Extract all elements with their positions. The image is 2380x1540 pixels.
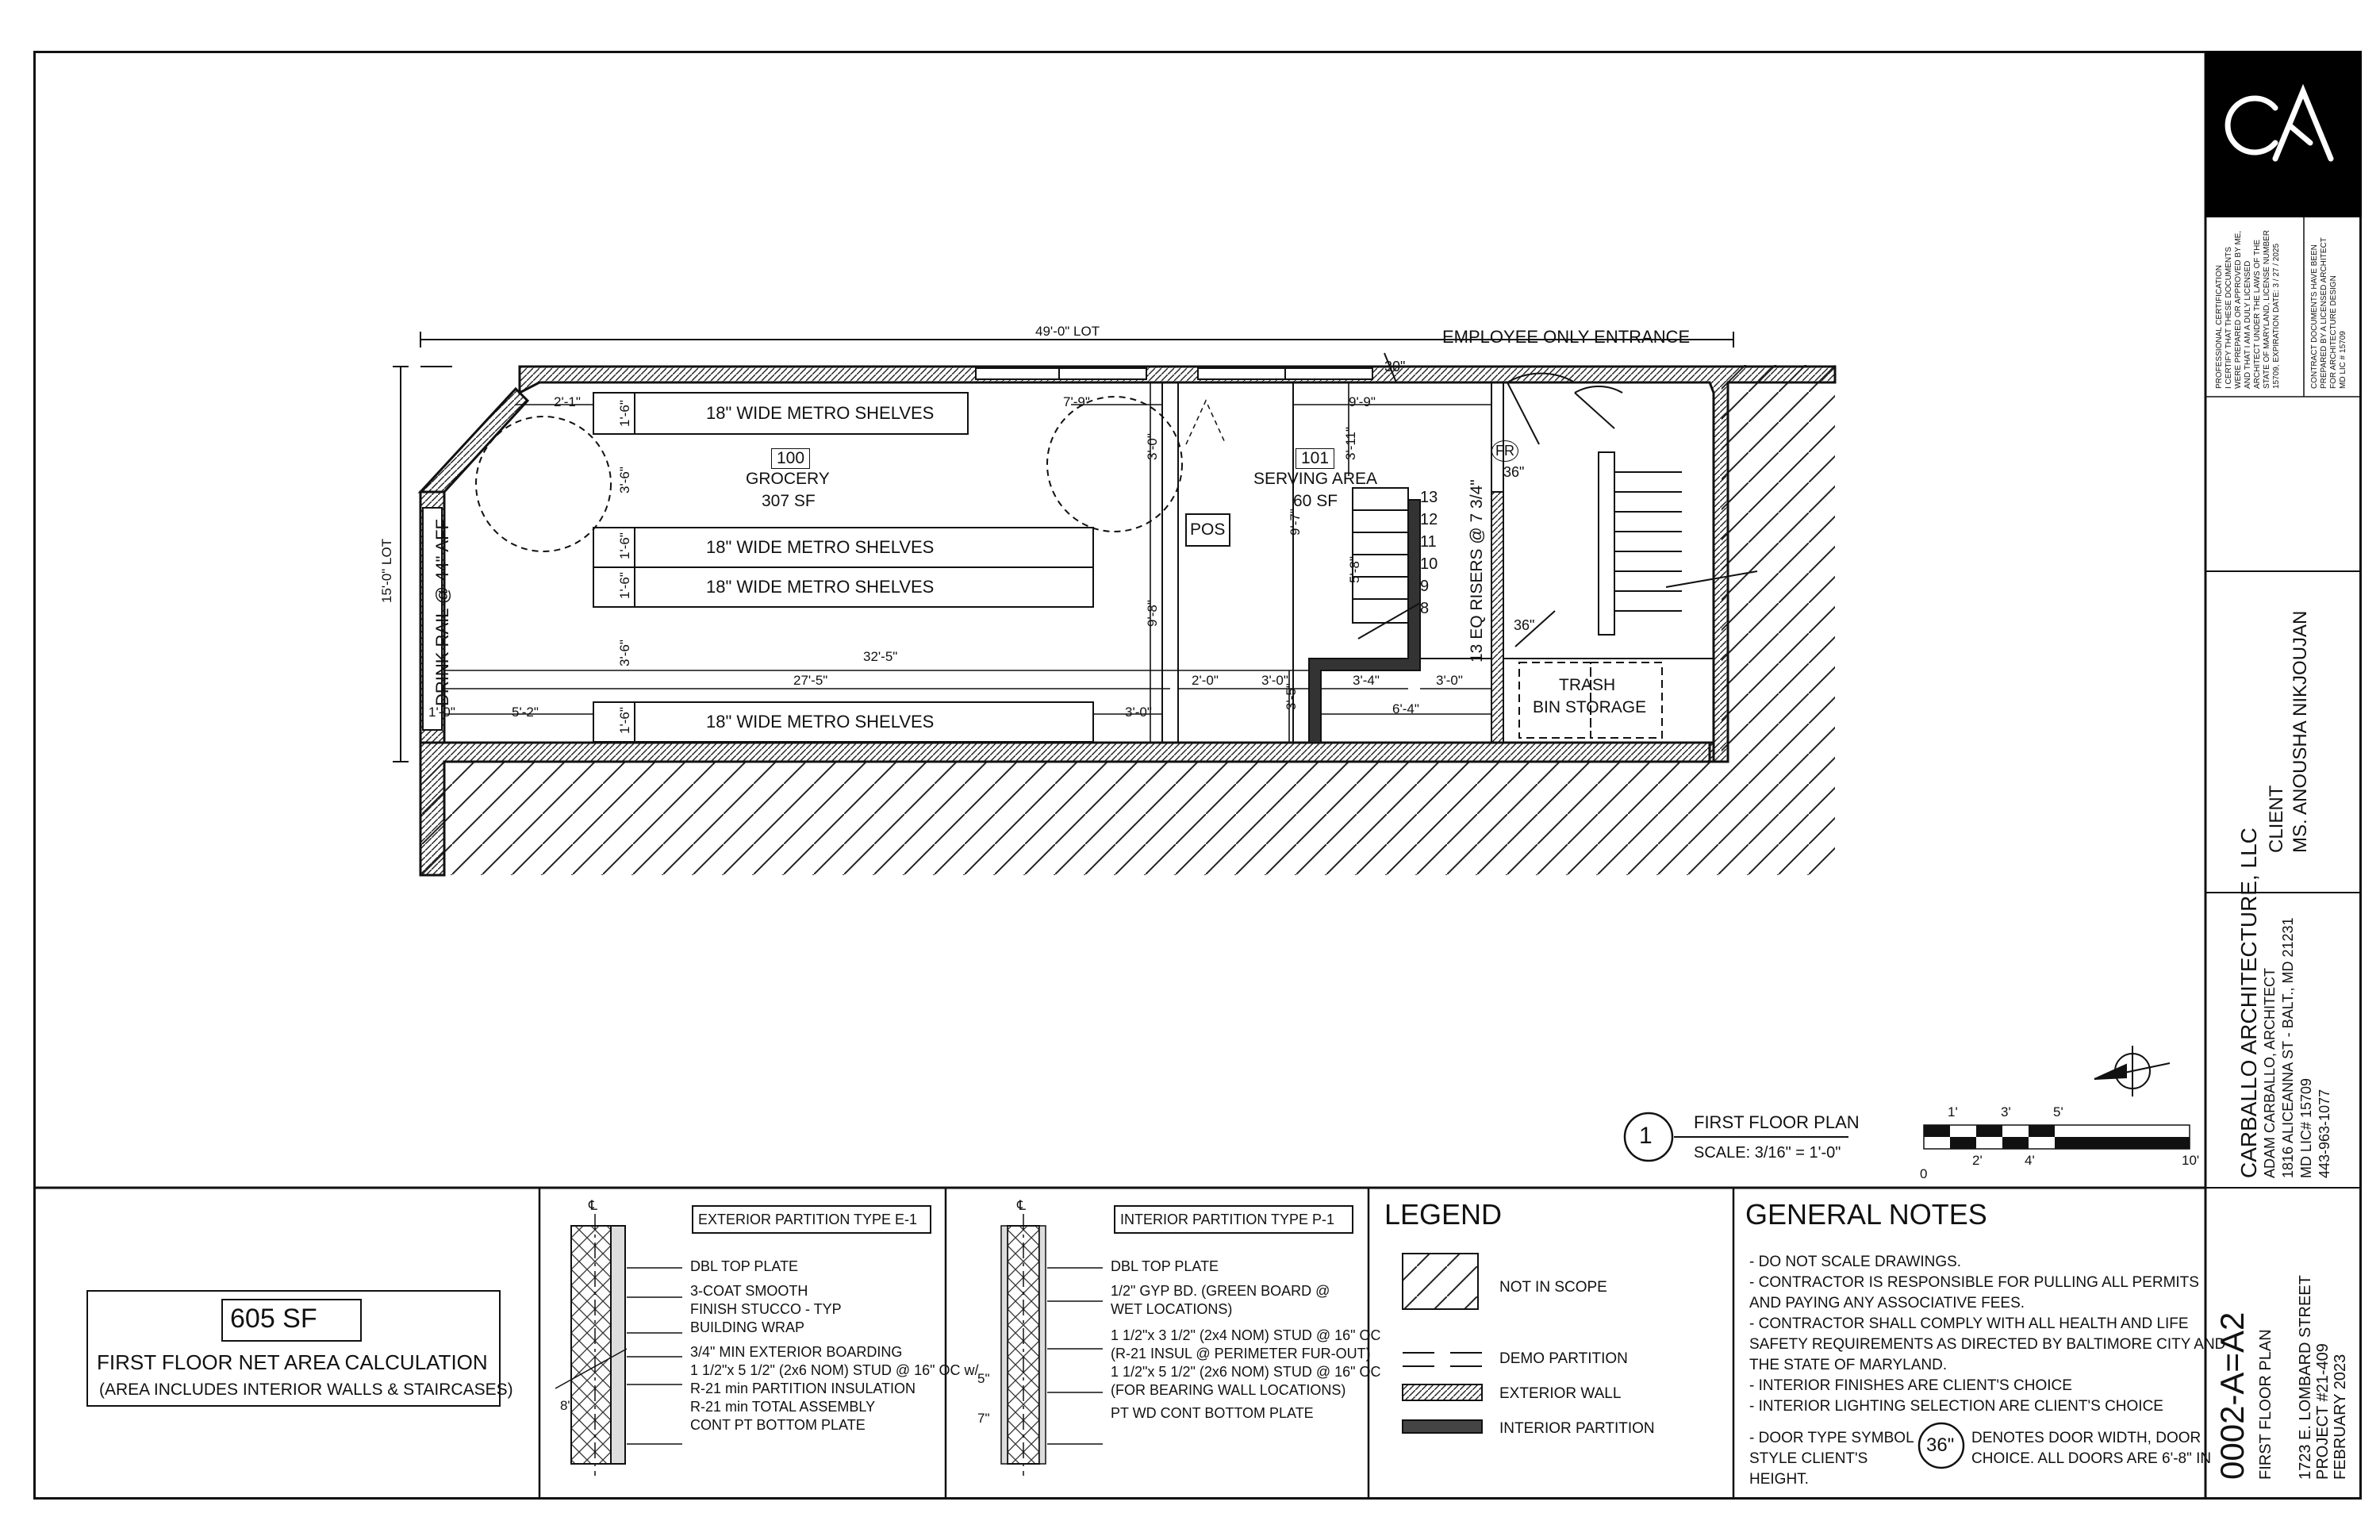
scale-mark: 10' [2182, 1153, 2200, 1168]
note-line: 1 1/2"x 5 1/2" (2x6 NOM) STUD @ 16" OC w/ [690, 1362, 979, 1378]
legend-item: NOT IN SCOPE [1499, 1279, 1607, 1296]
dimension: 32'-5" [863, 649, 898, 664]
room-area-serving: 60 SF [1293, 492, 1338, 510]
door-size-tag: 36" [1514, 617, 1535, 633]
dimension: 5'-8" [1347, 556, 1362, 583]
fr-tag: FR [1491, 440, 1518, 462]
stair-number: 10 [1420, 555, 1438, 573]
lot-width-dim: 49'-0" LOT [1035, 324, 1100, 339]
partition-p1-title: INTERIOR PARTITION TYPE P-1 [1120, 1212, 1335, 1227]
cert-line: CONTRACT DOCUMENTS HAVE BEEN [2310, 244, 2319, 389]
legend-item: EXTERIOR WALL [1499, 1385, 1622, 1402]
dimension: 3'-0" [1145, 433, 1160, 460]
note-line: - INTERIOR FINISHES ARE CLIENT'S CHOICE [1749, 1377, 2072, 1394]
partition-e1-title: EXTERIOR PARTITION TYPE E-1 [698, 1212, 918, 1227]
dimension: 7'-9" [1063, 394, 1090, 409]
plan-scale: SCALE: 3/16" = 1'-0" [1694, 1144, 1841, 1162]
cert-line: 15709, EXPIRATION DATE: 3 / 27 / 2025 [2272, 243, 2281, 389]
scale-mark: 2' [1972, 1153, 1983, 1168]
note-line: - DO NOT SCALE DRAWINGS. [1749, 1254, 1962, 1270]
note-line: 1 1/2"x 5 1/2" (2x6 NOM) STUD @ 16" OC [1111, 1364, 1381, 1380]
scale-mark: 5' [2053, 1104, 2063, 1119]
dimension: 1'-6" [617, 707, 632, 734]
trash-label: TRASH [1559, 676, 1616, 694]
contract-statement [2310, 237, 2348, 389]
cert-line: MD LIC # 15709 [2339, 331, 2347, 389]
dimension: 3'-0" [1261, 673, 1288, 688]
note-line: 3-COAT SMOOTH [690, 1283, 808, 1299]
project-info [2297, 1275, 2349, 1480]
dimension: 5'-2" [512, 705, 539, 720]
note-line: AND PAYING ANY ASSOCIATIVE FEES. [1749, 1295, 2025, 1311]
note-line: 1 1/2"x 3 1/2" (2x4 NOM) STUD @ 16" OC [1111, 1327, 1381, 1343]
room-number-grocery: 100 [771, 448, 810, 469]
note-line: CONT PT BOTTOM PLATE [690, 1417, 866, 1433]
shelf-label: 18" WIDE METRO SHELVES [706, 403, 935, 423]
project-date: FEBRUARY 2023 [2332, 1354, 2349, 1480]
dimension: 5" [977, 1371, 990, 1386]
cert-line: ARCHITECT UNDER THE LAWS OF THE [2253, 240, 2262, 389]
dimension: 27'-5" [793, 673, 828, 688]
firm-line: ADAM CARBALLO, ARCHITECT [2262, 967, 2278, 1178]
door-size-tag: 36" [1503, 464, 1525, 480]
dimension: 1'-6" [617, 572, 632, 599]
north-arrow-icon [2094, 1046, 2170, 1096]
partition-e1-notes [690, 1258, 979, 1434]
lot-depth-dim: 15'-0" LOT [379, 538, 394, 603]
legend-title: LEGEND [1384, 1198, 1503, 1231]
project-number: PROJECT #21-409 [2314, 1343, 2332, 1480]
room-area-grocery: 307 SF [762, 492, 816, 510]
scale-mark: 0 [1920, 1166, 1928, 1181]
note-line: 1/2" GYP BD. (GREEN BOARD @ [1111, 1283, 1330, 1299]
note-line: 3/4" MIN EXTERIOR BOARDING [690, 1344, 903, 1360]
door-note-right [1971, 1428, 2211, 1469]
cert-line: PROFESSIONAL CERTIFICATION [2215, 265, 2224, 389]
room-number-serving: 101 [1296, 448, 1334, 469]
legend-symbols [1403, 1254, 1482, 1433]
note-line: - CONTRACTOR SHALL COMPLY WITH ALL HEALTH AND LIFE [1749, 1315, 2189, 1332]
note-line: PT WD CONT BOTTOM PLATE [1111, 1405, 1314, 1421]
legend-item: INTERIOR PARTITION [1499, 1420, 1655, 1437]
dimension: 3'-11" [1343, 426, 1358, 460]
door-size-tag: 30" [1384, 359, 1406, 374]
note-line: STYLE CLIENT'S [1749, 1450, 1868, 1467]
client-label: CLIENT [2266, 785, 2287, 853]
cert-line: I CERTIFY THAT THESE DOCUMENTS [2225, 247, 2233, 389]
scale-mark: 1' [1948, 1104, 1958, 1119]
dimension: 9'-9" [1349, 394, 1376, 409]
dimension: 3'-4" [1353, 673, 1380, 688]
dimension: 3'-6" [617, 467, 632, 493]
partition-p1-notes [1111, 1258, 1381, 1423]
note-line: (FOR BEARING WALL LOCATIONS) [1111, 1382, 1346, 1398]
plan-number: 1 [1639, 1123, 1653, 1149]
area-title: FIRST FLOOR NET AREA CALCULATION [97, 1350, 488, 1374]
note-line: R-21 min PARTITION INSULATION [690, 1381, 916, 1396]
client-name: MS. ANOUSHA NIKJOUJAN [2290, 610, 2311, 853]
dimension: 2'-0" [1192, 673, 1219, 688]
dimension: 1'-6" [617, 400, 632, 427]
note-line: - DOOR TYPE SYMBOL [1749, 1430, 1914, 1446]
note-line: DBL TOP PLATE [690, 1258, 799, 1274]
note-line: FINISH STUCCO - TYP [690, 1301, 842, 1317]
centerline-symbol: ℄ [589, 1198, 597, 1213]
graphic-scale-bar [1924, 1125, 2190, 1149]
drink-rail-label: DRINK RAIL @ 44" AFF [432, 519, 452, 706]
note-line: (R-21 INSUL @ PERIMETER FUR-OUT) [1111, 1346, 1371, 1361]
dimension: 1'-0" [428, 705, 455, 720]
stair-number: 11 [1420, 533, 1437, 551]
dimension: 9'-7" [1288, 509, 1303, 536]
partition-detail-p1 [1001, 1214, 1103, 1476]
sheet-name: FIRST FLOOR PLAN [2257, 1329, 2274, 1480]
professional-certification [2215, 230, 2282, 389]
dimension: 3'-0" [1125, 705, 1152, 720]
trash-label-2: BIN STORAGE [1533, 698, 1647, 716]
dimension: 1'-6" [617, 532, 632, 559]
cert-line: AND THAT I AM A DULY LICENSED [2244, 260, 2252, 389]
dimension: 8" [560, 1398, 573, 1413]
dimension: 2'-1" [554, 394, 581, 409]
dimension: 3'-0" [1436, 673, 1463, 688]
note-line: R-21 min TOTAL ASSEMBLY [690, 1399, 876, 1415]
partition-detail-e1 [555, 1214, 682, 1476]
dimension: 9'-8" [1145, 600, 1160, 627]
scale-mark: 4' [2025, 1153, 2035, 1168]
note-line: SAFETY REQUIREMENTS AS DIRECTED BY BALTIMORE CITY AND [1749, 1336, 2226, 1353]
note-line: - CONTRACTOR IS RESPONSIBLE FOR PULLING ALL PERMITS [1749, 1274, 2199, 1291]
dimension: 7" [977, 1411, 990, 1426]
area-value: 605 SF [230, 1304, 317, 1334]
dimension: 6'-4" [1392, 701, 1419, 716]
area-subtitle: (AREA INCLUDES INTERIOR WALLS & STAIRCASES) [99, 1381, 513, 1399]
plan-title: FIRST FLOOR PLAN [1694, 1112, 1860, 1132]
firm-name: CARBALLO ARCHITECTURE, LLC [2236, 828, 2261, 1178]
note-line: - INTERIOR LIGHTING SELECTION ARE CLIENT'S CHOICE [1749, 1398, 2163, 1415]
stair-risers-label: 13 EQ RISERS @ 7 3/4" [1468, 479, 1486, 662]
cert-line: PREPARED BY A LICENSED ARCHITECT [2320, 237, 2328, 389]
firm-block [2237, 828, 2334, 1178]
project-address: 1723 E. LOMBARD STREET [2297, 1275, 2314, 1480]
stair-number: 13 [1420, 489, 1438, 506]
note-line: DBL TOP PLATE [1111, 1258, 1219, 1274]
door-note [1749, 1428, 1914, 1490]
centerline-symbol: ℄ [1017, 1198, 1026, 1213]
stair-number: 8 [1420, 600, 1430, 617]
firm-line: MD LIC# 15709 [2298, 1077, 2314, 1178]
shelf-label: 18" WIDE METRO SHELVES [706, 712, 935, 732]
room-name-serving: SERVING AREA [1253, 470, 1378, 488]
cert-line: STATE OF MARYLAND, LICENSE NUMBER [2263, 229, 2271, 389]
stair-number: 12 [1420, 511, 1438, 528]
firm-line: 443-963-1077 [2317, 1089, 2332, 1178]
pos-label: POS [1190, 520, 1226, 539]
stair-number: 9 [1420, 578, 1430, 595]
dimension: 3'-5" [1284, 683, 1299, 710]
shelf-label: 18" WIDE METRO SHELVES [706, 537, 935, 557]
stair-numbers [1420, 486, 1438, 620]
note-line: THE STATE OF MARYLAND. [1749, 1357, 1948, 1373]
note-line: DENOTES DOOR WIDTH, DOOR [1971, 1430, 2202, 1446]
shelf-label: 18" WIDE METRO SHELVES [706, 577, 935, 597]
note-line: BUILDING WRAP [690, 1319, 805, 1335]
client-block [2265, 611, 2313, 853]
room-name-grocery: GROCERY [746, 470, 830, 488]
employee-entrance-label: EMPLOYEE ONLY ENTRANCE [1442, 327, 1691, 347]
dimension: 3'-6" [617, 639, 632, 666]
note-line: HEIGHT. [1749, 1471, 1809, 1488]
door-symbol-sample: 36" [1926, 1434, 1955, 1456]
firm-line: 1816 ALICEANNA ST - BALT., MD 21231 [2280, 917, 2296, 1178]
note-line: WET LOCATIONS) [1111, 1301, 1233, 1317]
scale-mark: 3' [2001, 1104, 2011, 1119]
general-notes-list [1749, 1252, 2225, 1417]
general-notes-title: GENERAL NOTES [1745, 1198, 1987, 1231]
cert-line: WERE PREPARED OR APPROVED BY ME, [2234, 230, 2243, 389]
sheet-number: 0002-A=A2 [2213, 1311, 2251, 1480]
legend-item: DEMO PARTITION [1499, 1350, 1628, 1367]
note-line: CHOICE. ALL DOORS ARE 6'-8" IN [1971, 1450, 2212, 1467]
cert-line: FOR ARCHITECTURE DESIGN [2329, 275, 2338, 389]
